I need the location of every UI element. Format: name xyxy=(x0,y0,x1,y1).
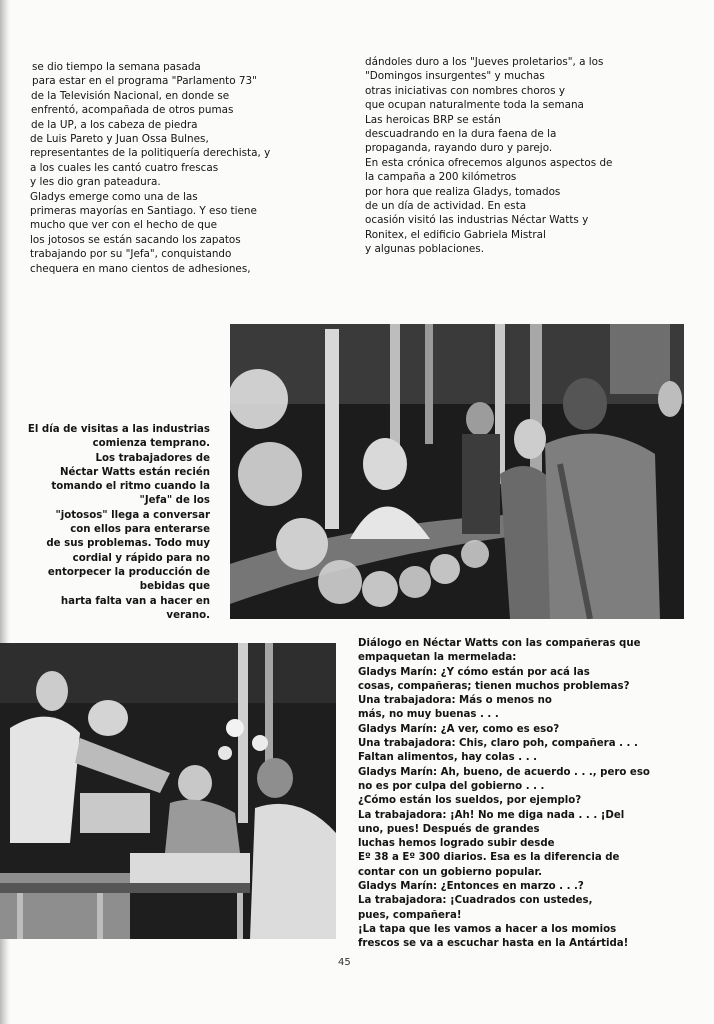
caption-line: Los trabajadores de xyxy=(95,452,210,464)
text-line: descuadrando en la dura faena de la xyxy=(365,128,557,141)
text-line: y algunas poblaciones. xyxy=(365,243,485,256)
caption-line: cordial y rápido para no xyxy=(72,552,210,564)
dialogue-caption xyxy=(358,637,658,952)
caption-line: con ellos para enterarse xyxy=(70,524,210,536)
text-line: de la UP, a los cabeza de piedra xyxy=(31,118,198,131)
caption-line: Eº 38 a Eº 300 diarios. Esa es la diferencia de xyxy=(358,852,620,864)
text-line: Gladys emerge como una de las xyxy=(30,190,198,203)
caption-line: más, no muy buenas . . . xyxy=(358,709,499,721)
text-line: los jotosos se están sacando los zapatos xyxy=(30,233,241,246)
caption-line: Gladys Marín: ¿Y cómo están por acá las xyxy=(358,666,590,678)
caption-line: cosas, compañeras; tienen muchos problemas? xyxy=(358,680,630,692)
text-line: por hora que realiza Gladys, tomados xyxy=(365,185,561,198)
page-number: 45 xyxy=(338,957,351,968)
caption-line: ¡La tapa que les vamos a hacer a los momios xyxy=(358,923,617,935)
caption-line: contar con un gobierno popular. xyxy=(358,866,542,878)
caption-line: no es por culpa del gobierno . . . xyxy=(358,780,545,792)
caption-line: ¿Cómo están los sueldos, por ejemplo? xyxy=(358,795,582,807)
text-line: "Domingos insurgentes" y muchas xyxy=(365,70,545,83)
caption-line: Una trabajadora: Más o menos no xyxy=(358,695,552,707)
caption-line: uno, pues! Después de grandes xyxy=(358,823,540,835)
text-line: Ronitex, el edificio Gabriela Mistral xyxy=(365,228,546,241)
text-line: otras iniciativas con nombres choros y xyxy=(365,84,565,97)
caption-line: tomando el ritmo cuando la xyxy=(51,481,210,493)
packing-line-photo xyxy=(0,643,336,939)
caption-line: luchas hemos logrado subir desde xyxy=(358,838,555,850)
text-line: trabajando por su "Jefa", conquistando xyxy=(30,248,232,261)
caption-line: Néctar Watts están recién xyxy=(59,466,210,478)
caption-line: Una trabajadora: Chis, claro poh, compañera . . . xyxy=(358,738,638,750)
text-line: propaganda, rayando duro y parejo. xyxy=(365,142,553,155)
caption-line: La trabajadora: ¡Cuadrados con ustedes, xyxy=(358,895,593,907)
packing-line-photo-illustration xyxy=(0,643,336,939)
text-line: y les dio gran pateadura. xyxy=(30,176,161,189)
caption-line: Gladys Marín: ¿Entonces en marzo . . .? xyxy=(358,881,584,893)
caption-line: bebidas que xyxy=(139,581,210,593)
caption-line: harta falta van a hacer en xyxy=(60,595,210,607)
caption-line: de sus problemas. Todo muy xyxy=(46,538,210,550)
intro-text-left-column xyxy=(30,60,330,276)
text-line: mucho que ver con el hecho de que xyxy=(30,219,218,232)
caption-line: Gladys Marín: Ah, bueno, de acuerdo . . ., pero eso xyxy=(358,766,650,778)
text-line: enfrentó, acompañada de otros pumas xyxy=(31,104,234,117)
caption-line: pues, compañera! xyxy=(358,909,462,921)
caption-line: entorpecer la producción de xyxy=(47,566,210,578)
text-line: la campaña a 200 kilómetros xyxy=(365,171,517,184)
text-line: ocasión visitó las industrias Néctar Watts y xyxy=(365,214,589,227)
text-line: representantes de la politiquería derechista, y xyxy=(30,147,271,160)
photo-caption-top xyxy=(20,423,210,623)
text-line: que ocupan naturalmente toda la semana xyxy=(365,99,584,112)
text-line: chequera en mano cientos de adhesiones, xyxy=(30,262,251,275)
caption-line: Gladys Marín: ¿A ver, como es eso? xyxy=(358,723,560,735)
text-line: para estar en el programa "Parlamento 73" xyxy=(32,75,257,88)
caption-line: comienza temprano. xyxy=(92,438,210,450)
factory-visit-photo-illustration xyxy=(230,324,684,619)
text-line: de un día de actividad. En esta xyxy=(365,200,527,213)
text-line: de Luis Pareto y Juan Ossa Bulnes, xyxy=(30,133,209,146)
caption-line: "Jefa" de los xyxy=(139,495,210,507)
text-line: En esta crónica ofrecemos algunos aspectos de xyxy=(365,156,613,169)
caption-line: empaquetan la mermelada: xyxy=(358,652,517,664)
caption-line: frescos se va a escuchar hasta en la Antártida! xyxy=(358,938,629,950)
text-line: a los cuales les cantó cuatro frescas xyxy=(30,161,219,174)
caption-line: La trabajadora: ¡Ah! No me diga nada . . . ¡Del xyxy=(358,809,625,821)
text-line: de la Televisión Nacional, en donde se xyxy=(31,89,230,102)
caption-line: Faltan alimentos, hay colas . . . xyxy=(358,752,537,764)
caption-line: "jotosos" llega a conversar xyxy=(55,509,210,521)
factory-visit-photo xyxy=(230,324,684,619)
caption-line: El día de visitas a las industrias xyxy=(27,424,210,435)
text-line: dándoles duro a los "Jueves proletarios", a los xyxy=(365,56,604,68)
text-line: primeras mayorías en Santiago. Y eso tiene xyxy=(30,205,257,218)
caption-line: verano. xyxy=(166,609,210,621)
text-line: Las heroicas BRP se están xyxy=(365,113,501,126)
text-line: se dio tiempo la semana pasada xyxy=(32,61,201,73)
caption-line: Diálogo en Néctar Watts con las compañeras que xyxy=(358,638,641,649)
intro-text-right-column xyxy=(365,55,665,257)
